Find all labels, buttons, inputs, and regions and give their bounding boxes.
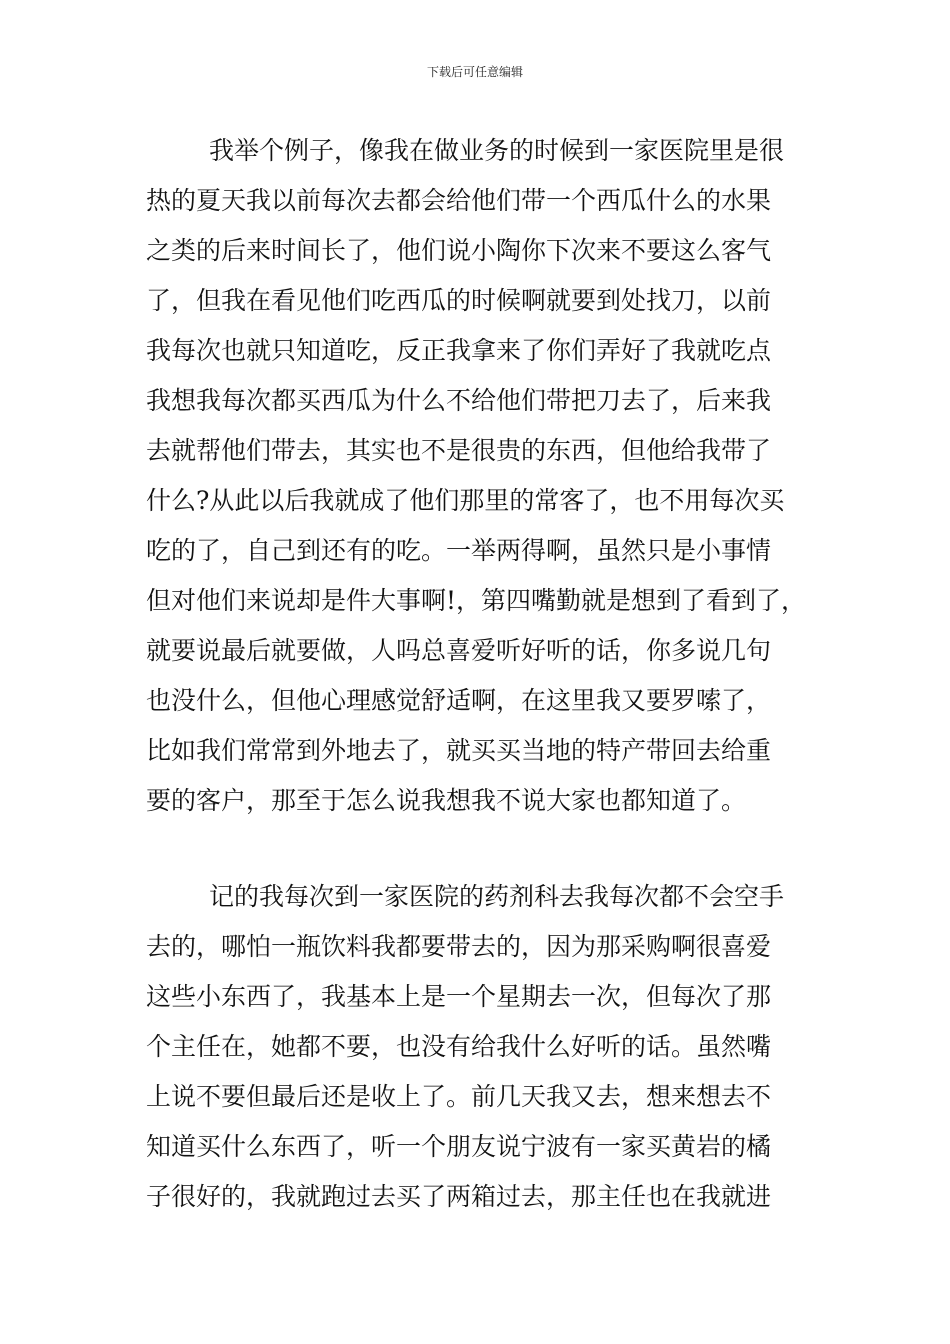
text-line: 也没什么，但他心理感觉舒适啊，在这里我又要罗嗦了， [146, 686, 772, 715]
text-line: 个主任在，她都不要，也没有给我什么好听的话。虽然嘴 [146, 1032, 772, 1061]
text-line: 热的夏天我以前每次去都会给他们带一个西瓜什么的水果 [146, 186, 772, 215]
text-line: 什么?从此以后我就成了他们那里的常客了，也不用每次买 [146, 486, 785, 515]
text-line: 知道买什么东西了，听一个朋友说宁波有一家买黄岩的橘 [146, 1132, 772, 1161]
text-line: 去就帮他们带去，其实也不是很贵的东西，但他给我带了 [146, 436, 772, 465]
text-line: 要的客户，那至于怎么说我想我不说大家也都知道了。 [146, 786, 747, 815]
text-line: 比如我们常常到外地去了，就买买当地的特产带回去给重 [146, 736, 772, 765]
text-line: 但对他们来说却是件大事啊!，第四嘴勤就是想到了看到了， [146, 586, 807, 615]
text-line: 我每次也就只知道吃，反正我拿来了你们弄好了我就吃点 [146, 336, 772, 365]
text-line: 我想我每次都买西瓜为什么不给他们带把刀去了，后来我 [146, 386, 772, 415]
paragraph-1 [146, 126, 826, 826]
text-line: 吃的了，自己到还有的吃。一举两得啊，虽然只是小事情 [146, 536, 772, 565]
text-line: 上说不要但最后还是收上了。前几天我又去，想来想去不 [146, 1082, 772, 1111]
text-line: 了，但我在看见他们吃西瓜的时候啊就要到处找刀，以前 [146, 286, 772, 315]
text-line: 子很好的，我就跑过去买了两箱过去，那主任也在我就进 [146, 1182, 772, 1211]
text-line: 这些小东西了，我基本上是一个星期去一次，但每次了那 [146, 982, 772, 1011]
text-line: 去的，哪怕一瓶饮料我都要带去的，因为那采购啊很喜爱 [146, 932, 772, 961]
text-line: 记的我每次到一家医院的药剂科去我每次都不会空手 [209, 882, 785, 911]
text-line: 我举个例子，像我在做业务的时候到一家医院里是很 [209, 136, 785, 165]
page-header: 下载后可任意编辑 [426, 65, 523, 79]
paragraph-2 [146, 872, 826, 1222]
text-line: 之类的后来时间长了，他们说小陶你下次来不要这么客气 [146, 236, 772, 265]
text-line: 就要说最后就要做，人吗总喜爱听好听的话，你多说几句 [146, 636, 772, 665]
